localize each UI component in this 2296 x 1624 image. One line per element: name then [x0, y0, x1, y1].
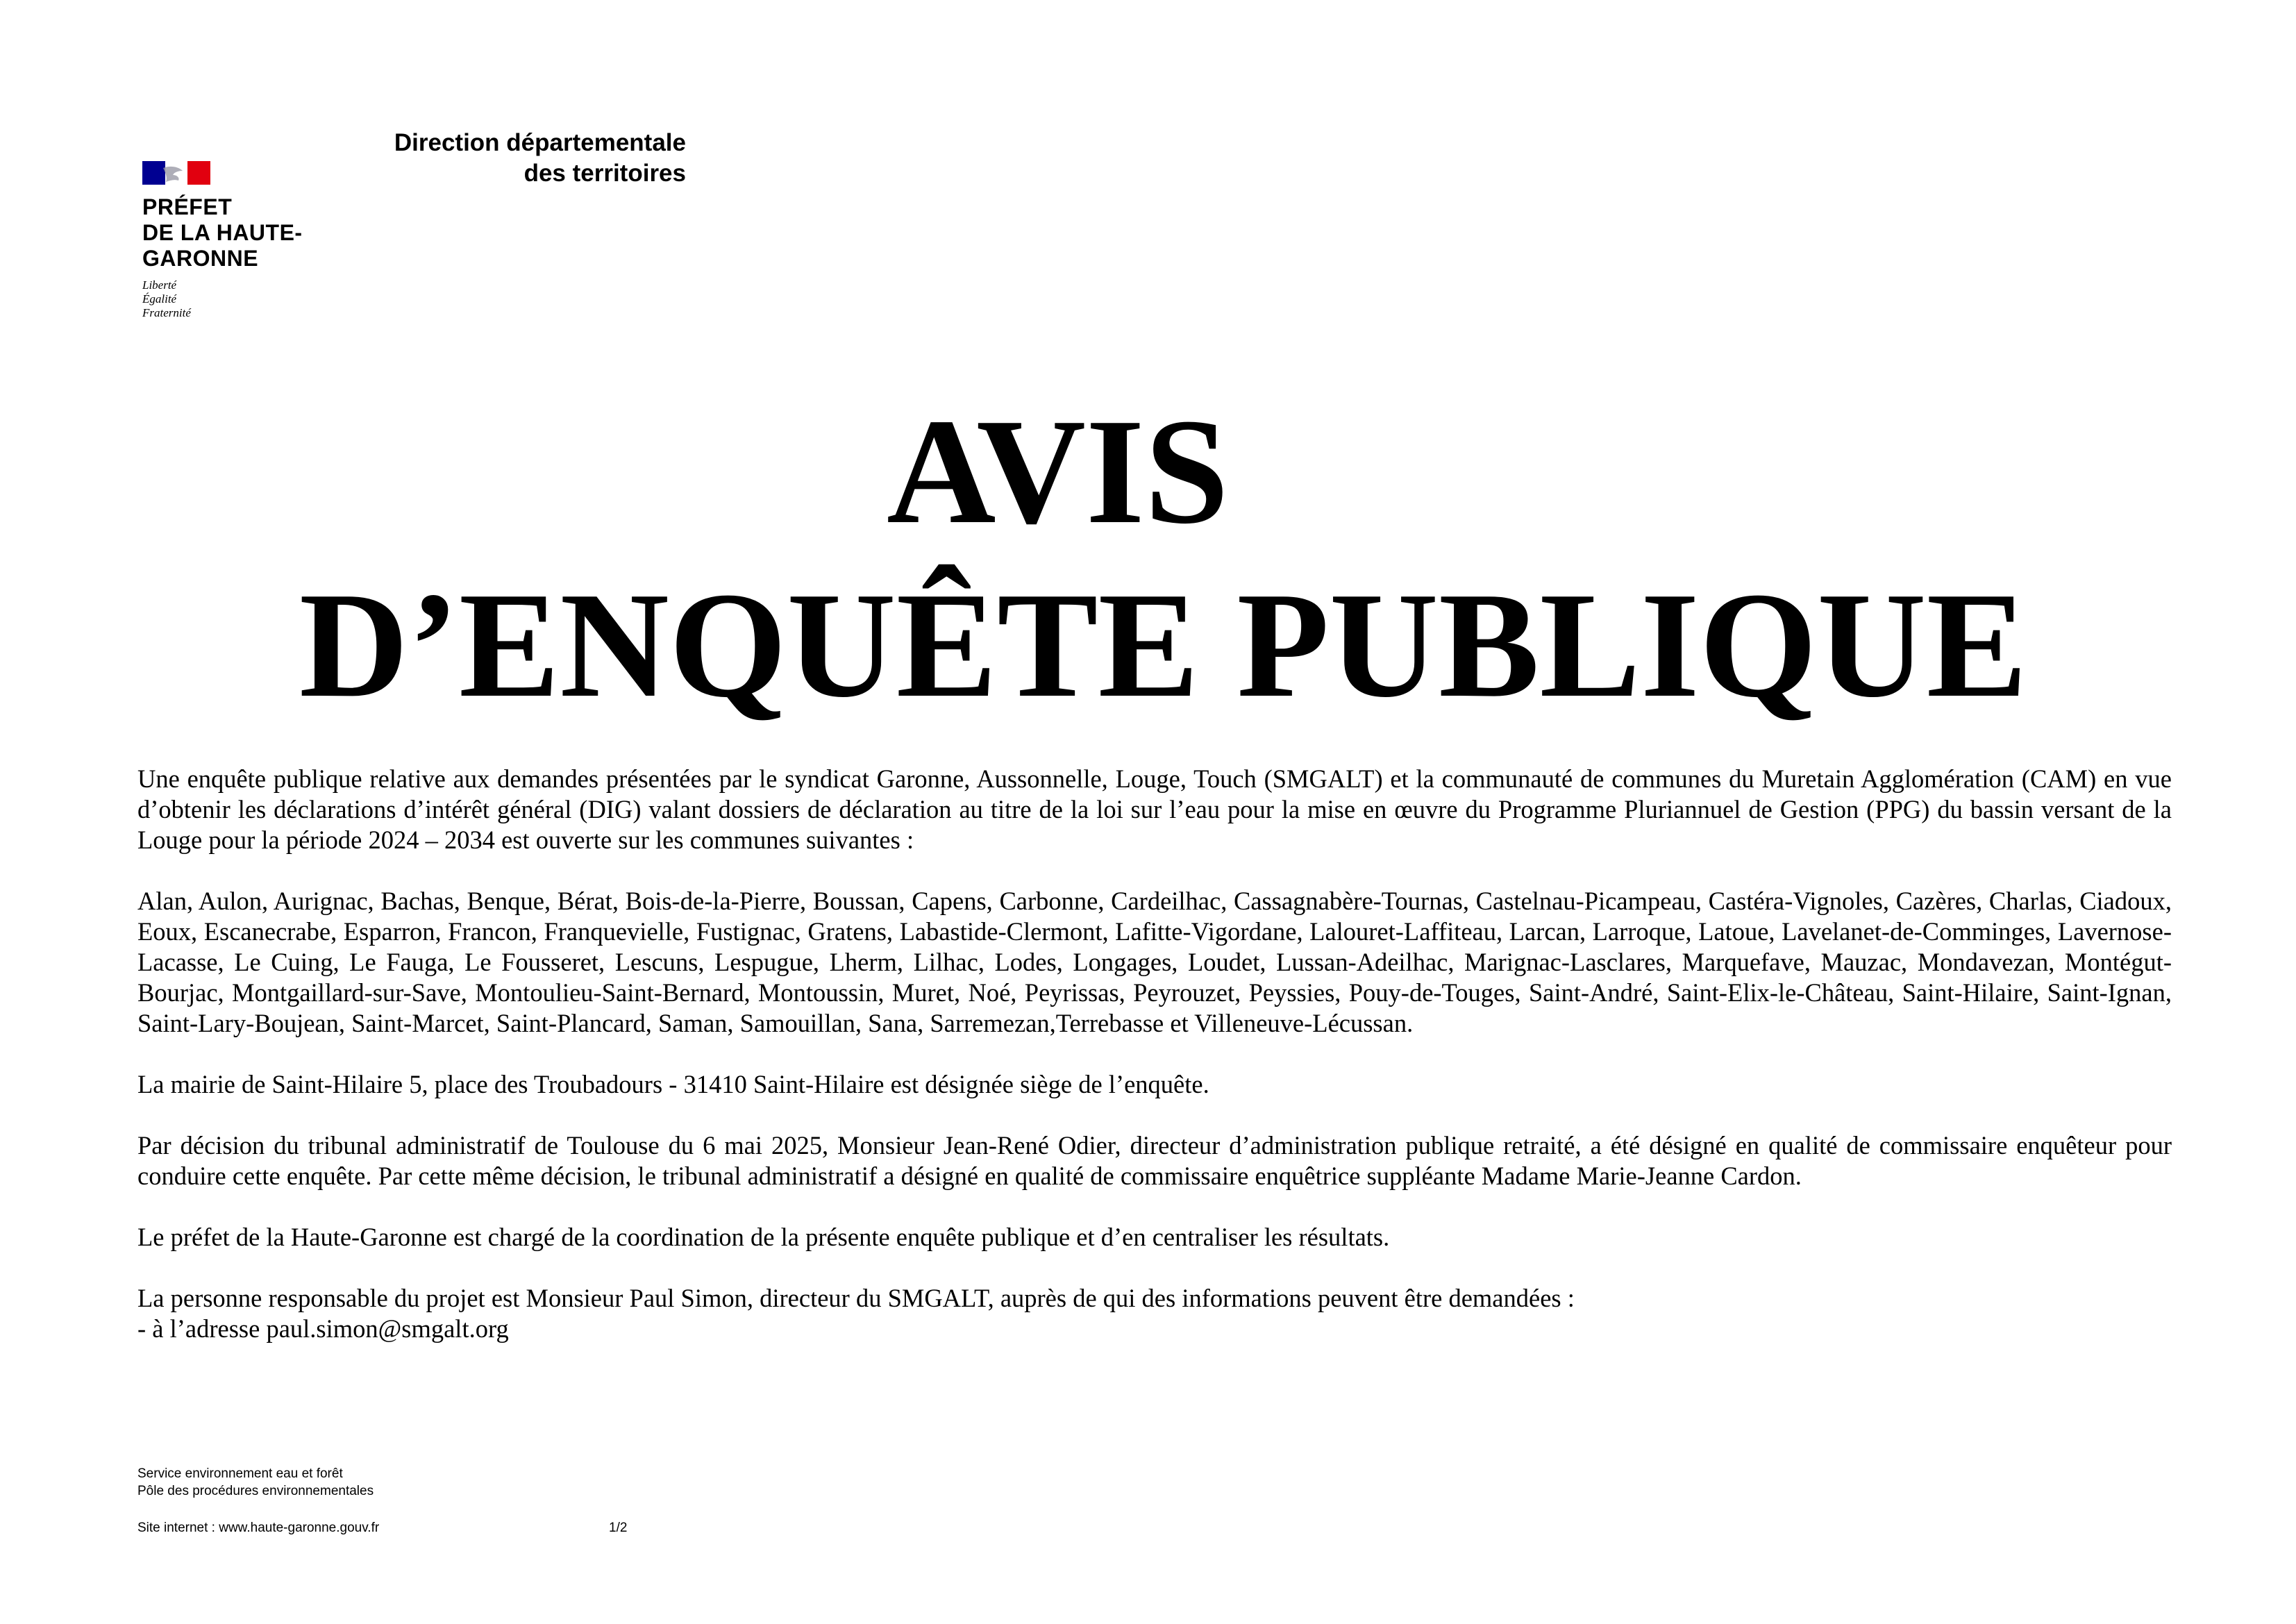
footer-pole-line: Pôle des procédures environnementales: [137, 1484, 374, 1498]
footer-service-line: Service environnement eau et forêt: [137, 1466, 343, 1481]
marianne-flag-icon: [142, 161, 210, 185]
prefet-paragraph: Le préfet de la Haute-Garonne est chargé de la coordination de la présente enquête publique et d’en centraliser les résultats.: [137, 1223, 1390, 1251]
footer-site: Site internet : www.haute-garonne.gouv.fr: [137, 1521, 380, 1535]
siege-paragraph: La mairie de Saint-Hilaire 5, place des Troubadours - 31410 Saint-Hilaire est désignée siège de l’enquête.: [137, 1070, 1209, 1098]
prefet-line: PRÉFET: [142, 194, 233, 219]
devise-line: Liberté: [142, 278, 177, 292]
devise-line: Égalité: [142, 292, 177, 305]
prefet-line: DE LA HAUTE-: [142, 220, 303, 245]
direction-line: des territoires: [523, 160, 686, 187]
direction-label: [319, 128, 686, 189]
page-number: 1/2: [609, 1521, 628, 1535]
title-avis: AVIS: [887, 388, 1229, 555]
prefet-title: [142, 194, 351, 271]
commissaire-paragraph: Par décision du tribunal administratif de Toulouse du 6 mai 2025, Monsieur Jean-René Odier, directeur d’administration publique retraité, a été désigné en qualité de commissaire enquêteur pour conduire cette enquête. Par cette même décision, le tribunal administratif a désigné en qualité de commissaire enquêtrice suppléante Madame Marie-Jeanne Cardon.: [137, 1131, 2172, 1190]
notice-body: [137, 764, 2172, 1344]
footer-service: [137, 1465, 762, 1500]
communes-paragraph: Alan, Aulon, Aurignac, Bachas, Benque, Bérat, Bois-de-la-Pierre, Boussan, Capens, Carbonne, Cardeilhac, Cassagnabère-Tournas, Castelnau-Picampeau, Castéra-Vignoles, Cazères, Charlas, Ciadoux, Eoux, Escanecrabe, Esparron, Francon, Franquevielle, Fustignac, Gratens, Labastide-Clermont, Lafitte-Vigordane, Lalouret-Laffiteau, Larcan, Larroque, Latoue, Lavelanet-de-Comminges, Lavernose-Lacasse, Le Cuing, Le Fauga, Le Fousseret, Lescuns, Lespugue, Lherm, Lilhac, Lodes, Longages, Loudet, Lussan-Adeilhac, Marignac-Lasclares, Marquefave, Mauzac, Mondavezan, Montégut-Bourjac, Montgaillard-sur-Save, Montoulieu-Saint-Bernard, Montoussin, Muret, Noé, Peyrissas, Peyrouzet, Peyssies, Pouy-de-Touges, Saint-André, Saint-Elix-le-Château, Saint-Hilaire, Saint-Ignan, Saint-Lary-Boujean, Saint-Marcet, Saint-Plancard, Saman, Samouillan, Sana, Sarremezan,Terrebasse et Villeneuve-Lécussan.: [137, 887, 2172, 1037]
intro-paragraph: Une enquête publique relative aux demandes présentées par le syndicat Garonne, Aussonnelle, Louge, Touch (SMGALT) et la communauté de communes du Muretain Agglomération (CAM) en vue d’obtenir les déclarations d’intérêt général (DIG) valant dossiers de déclaration au titre de la loi sur l’eau pour la mise en œuvre du Programme Pluriannuel de Gestion (PPG) du bassin versant de la Louge pour la période 2024 – 2034 est ouverte sur les communes suivantes :: [137, 764, 2172, 854]
prefet-line: GARONNE: [142, 246, 259, 271]
devise-line: Fraternité: [142, 306, 191, 319]
title-enquete-publique: D’ENQUÊTE PUBLIQUE: [299, 562, 2028, 729]
responsable-paragraph: La personne responsable du projet est Monsieur Paul Simon, directeur du SMGALT, auprès de qui des informations peuvent être demandées :: [137, 1284, 1575, 1312]
devise: [142, 278, 351, 320]
direction-line: Direction départementale: [394, 129, 686, 156]
adresse-line: - à l’adresse paul.simon@smgalt.org: [137, 1314, 509, 1343]
